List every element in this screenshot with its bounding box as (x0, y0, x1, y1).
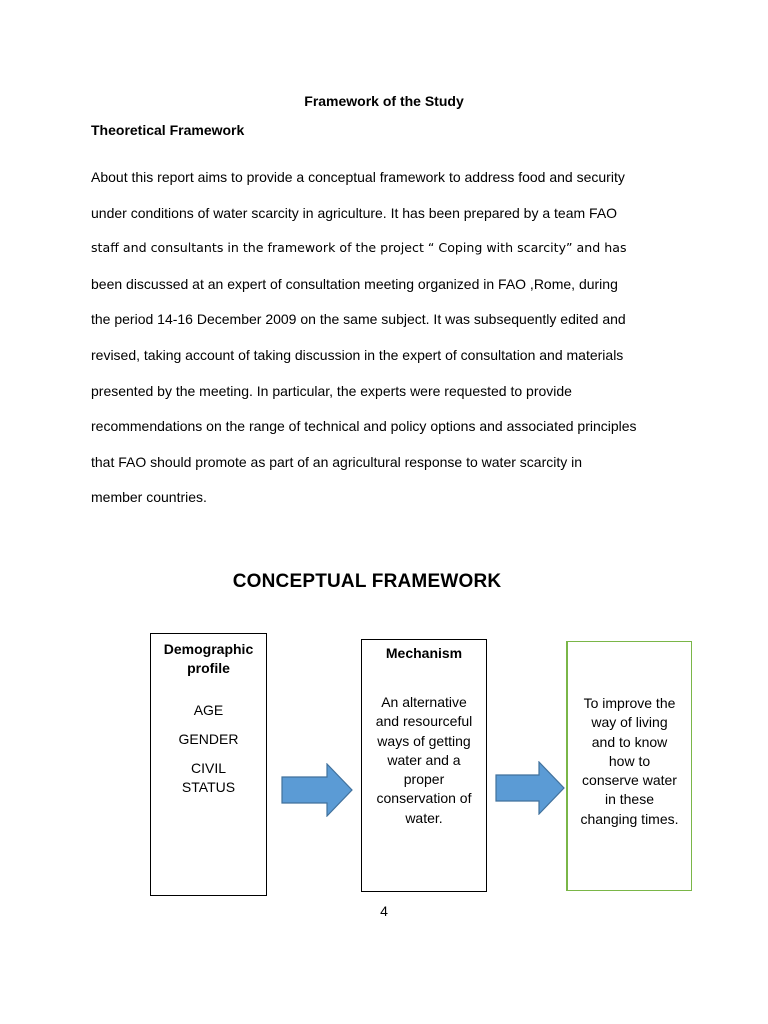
demographic-item-age: AGE (193, 702, 224, 718)
paragraph-line: under conditions of water scarcity in agriculture. It has been prepared by a team FAO (91, 204, 618, 221)
paragraph-line: been discussed at an expert of consultation meeting organized in FAO ,Rome, during (91, 275, 618, 292)
arrow-right-icon (281, 763, 355, 817)
mechanism-desc-line: proper (403, 771, 445, 788)
arrow-right-icon (495, 761, 567, 815)
goal-desc-line: way of living (591, 714, 668, 731)
mechanism-desc-line: water and a (387, 751, 461, 768)
arrow-right-shape (496, 762, 564, 814)
mechanism-desc-line: water. (405, 809, 443, 826)
paragraph-line: About this report aims to provide a conceptual framework to address food and security (91, 169, 625, 185)
demographic-title-line: profile (187, 660, 230, 676)
mechanism-desc-line: ways of getting (377, 732, 471, 749)
paragraph-line: that FAO should promote as part of an agricultural response to water scarcity in (91, 453, 583, 470)
mechanism-desc-line: and resourceful (375, 713, 473, 730)
mechanism-title: Mechanism (385, 645, 463, 661)
goal-box (566, 641, 692, 891)
paragraph-line: member countries. (91, 489, 207, 506)
page-number: 4 (380, 903, 388, 919)
goal-desc-line: and to know (591, 733, 668, 750)
demographic-item-gender: GENDER (178, 731, 239, 747)
goal-desc-line: in these (604, 791, 655, 808)
mechanism-desc-line: An alternative (381, 694, 467, 710)
paragraph-line: staff and consultants in the framework of the project “ Coping with scarcity” and has (91, 240, 627, 256)
paragraph-line: revised, taking account of taking discussion in the expert of consultation and materials (91, 346, 624, 363)
demographic-profile-box (150, 633, 267, 896)
goal-desc-line: conserve water (582, 772, 677, 789)
goal-desc-line: how to (608, 752, 651, 769)
paragraph-line: recommendations on the range of technical and policy options and associated principles (91, 418, 637, 435)
arrow-right-shape (282, 764, 352, 816)
page-title: Framework of the Study (304, 93, 464, 109)
paragraph-line: presented by the meeting. In particular, the experts were requested to provide (91, 382, 572, 399)
demographic-title-line: Demographic (163, 641, 254, 657)
demographic-item-civil: CIVIL (190, 760, 226, 776)
conceptual-framework-title: CONCEPTUAL FRAMEWORK (232, 571, 502, 592)
section-heading: Theoretical Framework (91, 122, 245, 138)
body-paragraph (91, 160, 691, 516)
goal-desc-line: To improve the (583, 695, 676, 711)
demographic-item-status: STATUS (181, 779, 236, 795)
paragraph-line: the period 14-16 December 2009 on the same subject. It was subsequently edited and (91, 311, 626, 328)
mechanism-box (361, 639, 487, 892)
goal-desc-line: changing times. (580, 810, 679, 827)
mechanism-desc-line: conservation of (376, 790, 472, 807)
